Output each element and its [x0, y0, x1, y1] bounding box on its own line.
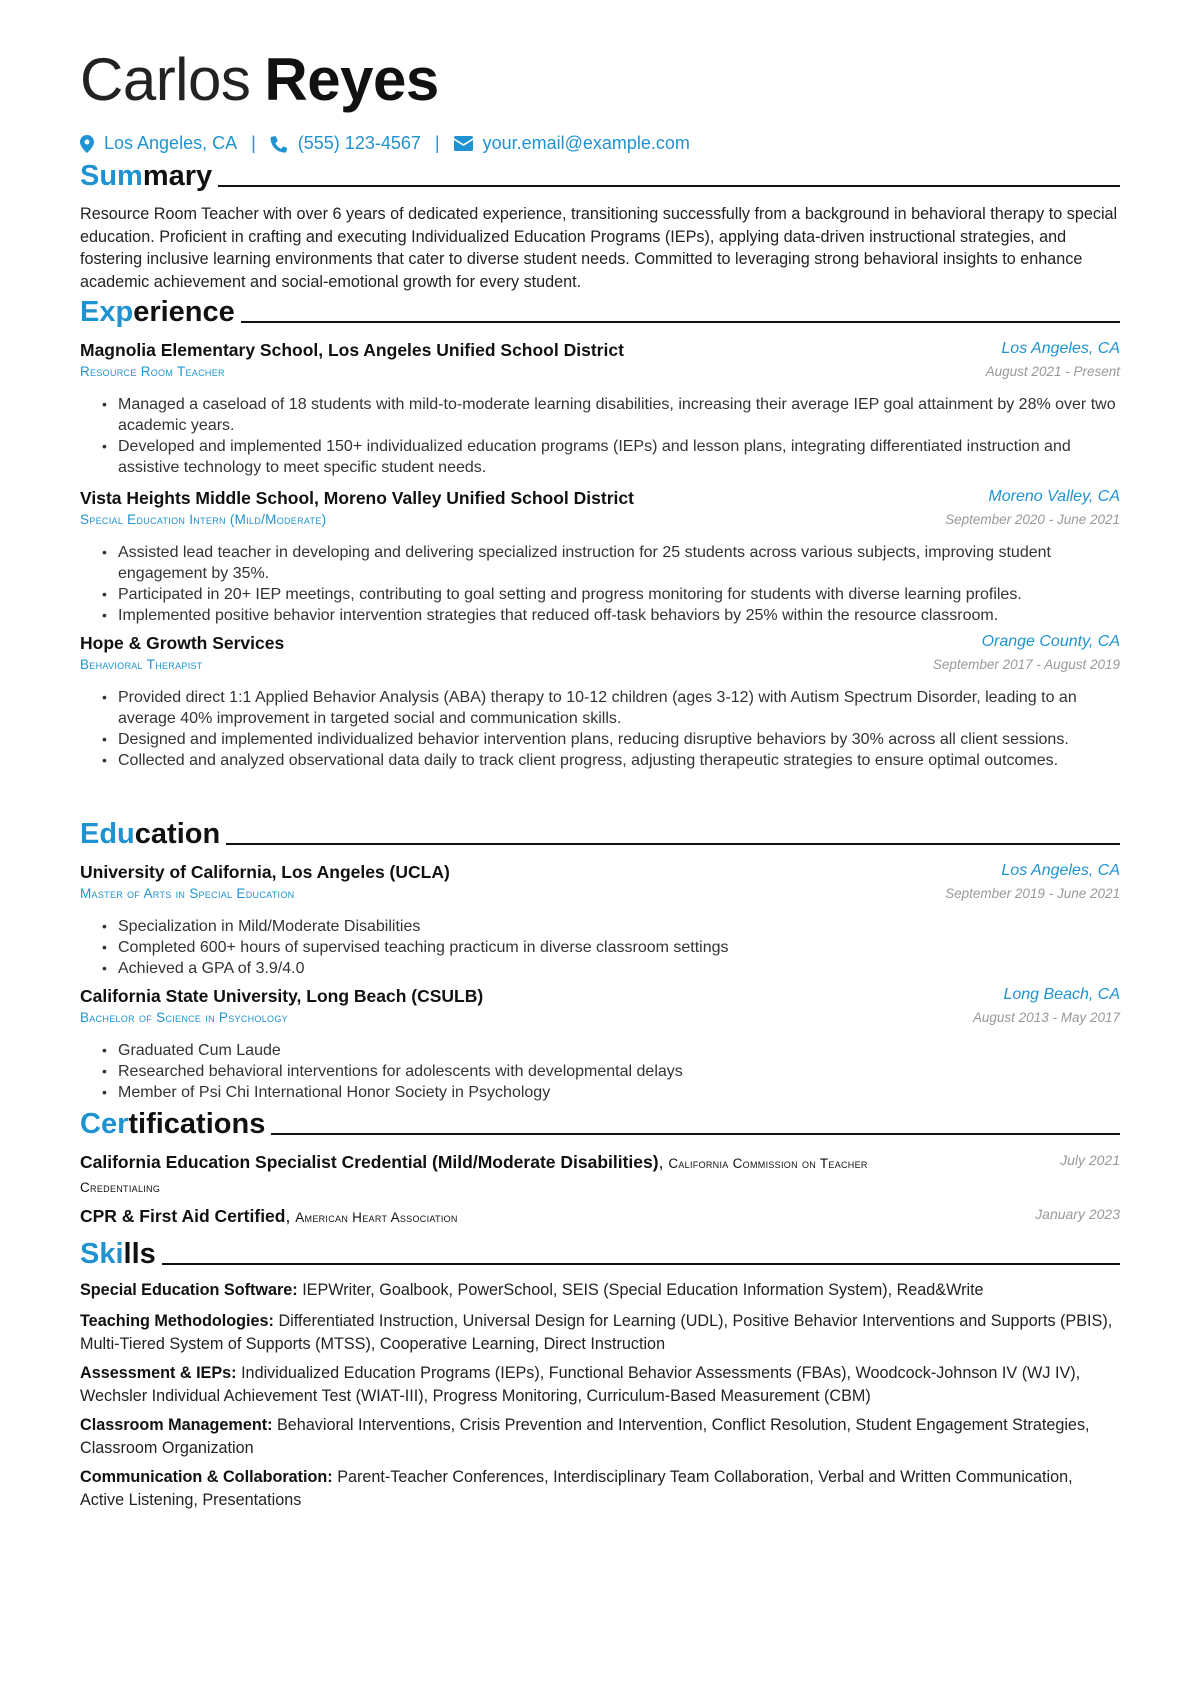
- certification-name: California Education Specialist Credential (Mild/Moderate Disabilities): [80, 1152, 659, 1172]
- school-bullets: [100, 1040, 1120, 1103]
- certifications-heading: [80, 1106, 1120, 1142]
- list-item: • Managed a caseload of 18 students with mild-to-moderate learning disabilities, increasing their average IEP goal attainment by 28% over two academic years.: [100, 394, 1120, 436]
- job-location: Orange County, CA: [981, 633, 1120, 650]
- list-item: • Member of Psi Chi International Honor Society in Psychology: [100, 1082, 1120, 1103]
- contact-phone[interactable]: [270, 133, 421, 154]
- skill-label: Teaching Methodologies:: [80, 1312, 274, 1330]
- certification-item: California Education Specialist Credential (Mild/Moderate Disabilities), California Commission on Teacher Credentialing: [80, 1152, 868, 1195]
- list-item: • Assisted lead teacher in developing and delivering specialized instruction for 25 students across various subjects, improving student engagement by 35%.: [100, 542, 1120, 584]
- skill-value: Individualized Education Programs (IEPs), Functional Behavior Assessments (FBAs), Woodcock-Johnson IV (WJ IV), Wechsler Individual Achievement Test (WIAT-III), Progress Monitoring, Curriculum-Based Measurement (CBM): [80, 1364, 1081, 1405]
- certification-item: CPR & First Aid Certified, American Heart Association: [80, 1206, 458, 1226]
- job-org: Vista Heights Middle School, Moreno Valley Unified School District: [80, 488, 634, 508]
- section-rule: [241, 321, 1120, 323]
- list-item: • Achieved a GPA of 3.9/4.0: [100, 958, 1120, 979]
- certification-name: CPR & First Aid Certified: [80, 1206, 286, 1226]
- contact-separator: |: [434, 133, 440, 153]
- experience-heading: [80, 294, 1120, 330]
- list-item: • Implemented positive behavior intervention strategies that reduced off-task behaviors by 25% within the resource classroom.: [100, 605, 1120, 626]
- last-name: Reyes: [264, 46, 439, 113]
- list-item: • Designed and implemented individualized behavior intervention plans, reducing disruptive behaviors by 30% across all client sessions.: [100, 729, 1120, 750]
- summary-heading: [80, 158, 1120, 194]
- experience-title-accent: Exp: [80, 296, 134, 328]
- skill-group: [80, 1279, 1120, 1302]
- email-text: your.email@example.com: [482, 133, 690, 153]
- list-item: • Graduated Cum Laude: [100, 1040, 1120, 1061]
- experience-title-rest: erience: [133, 296, 235, 328]
- skill-value: Behavioral Interventions, Crisis Prevention and Intervention, Conflict Resolution, Student Engagement Strategies, Classroom Organization: [80, 1416, 1090, 1457]
- education-heading: [80, 816, 1120, 852]
- candidate-name: [80, 40, 439, 120]
- certification-date: January 2023: [1035, 1206, 1120, 1222]
- skill-label: Assessment & IEPs:: [80, 1364, 237, 1382]
- skills-title-rest: lls: [123, 1238, 156, 1270]
- school-location: Los Angeles, CA: [1001, 862, 1120, 879]
- job-dates: September 2017 - August 2019: [932, 657, 1120, 672]
- skill-value: Differentiated Instruction, Universal Design for Learning (UDL), Positive Behavior Interventions and Supports (PBIS), Multi-Tiered System of Supports (MTSS), Cooperative Learning, Direct Instruction: [80, 1312, 1113, 1353]
- skills-heading: [80, 1236, 1120, 1272]
- envelope-icon: [454, 136, 473, 151]
- school-dates: August 2013 - May 2017: [972, 1010, 1120, 1025]
- school-degree: Bachelor of Science in Psychology: [80, 1010, 288, 1025]
- job-location: Los Angeles, CA: [1001, 340, 1120, 357]
- school-bullets: [100, 916, 1120, 979]
- section-rule: [226, 843, 1120, 845]
- skill-group: [80, 1310, 1120, 1355]
- skill-group: [80, 1362, 1120, 1407]
- certifications-title-accent: Cer: [80, 1108, 129, 1140]
- list-item: • Specialization in Mild/Moderate Disabilities: [100, 916, 1120, 937]
- certification-date: July 2021: [1060, 1152, 1120, 1168]
- list-item: • Researched behavioral interventions for adolescents with developmental delays: [100, 1061, 1120, 1082]
- skills-title-accent: Ski: [80, 1238, 124, 1270]
- summary-title-rest: mary: [142, 160, 213, 192]
- certifications-title-rest: tifications: [128, 1108, 266, 1140]
- section-rule: [218, 185, 1120, 187]
- job-bullets: [100, 394, 1120, 478]
- job-dates: August 2021 - Present: [985, 364, 1120, 379]
- contact-email[interactable]: [454, 133, 690, 154]
- contact-separator: |: [251, 133, 256, 153]
- skill-label: Classroom Management:: [80, 1416, 273, 1434]
- school-location: Long Beach, CA: [1003, 986, 1120, 1003]
- school-degree: Master of Arts in Special Education: [80, 886, 295, 901]
- education-title-accent: Edu: [80, 818, 135, 850]
- job-role: Resource Room Teacher: [80, 364, 225, 379]
- map-pin-icon: [80, 135, 94, 153]
- list-item: • Developed and implemented 150+ individualized education programs (IEPs) and lesson plans, integrating differentiated instruction and assistive technology to meet specific student needs.: [100, 436, 1120, 478]
- job-org: Magnolia Elementary School, Los Angeles Unified School District: [80, 340, 624, 360]
- job-org: Hope & Growth Services: [80, 633, 285, 653]
- list-item: • Collected and analyzed observational data daily to track client progress, adjusting therapeutic strategies to ensure optimal outcomes.: [100, 750, 1120, 771]
- phone-icon: [270, 135, 288, 153]
- certification-org: American Heart Association: [295, 1210, 458, 1225]
- education-title-rest: cation: [134, 818, 221, 850]
- job-role: Special Education Intern (Mild/Moderate): [80, 512, 327, 527]
- skill-label: Communication & Collaboration:: [80, 1468, 333, 1486]
- contact-line: [80, 133, 690, 154]
- school-name: University of California, Los Angeles (UCLA): [80, 862, 450, 882]
- job-location: Moreno Valley, CA: [988, 488, 1120, 505]
- job-bullets: [100, 542, 1120, 626]
- summary-text: Resource Room Teacher with over 6 years of dedicated experience, transitioning successfully from a background in behavioral therapy to special education. Proficient in crafting and executing Individualized Education Programs (IEPs), applying data-driven instructional strategies, and fostering inclusive learning environments that cater to diverse student needs. Committed to leveraging strong behavioral insights to enhance academic achievement and social-emotional growth for every student.: [80, 205, 1118, 291]
- list-item: • Participated in 20+ IEP meetings, contributing to goal setting and progress monitoring for students with diverse learning profiles.: [100, 584, 1120, 605]
- list-item: • Completed 600+ hours of supervised teaching practicum in diverse classroom settings: [100, 937, 1120, 958]
- phone-text: (555) 123-4567: [297, 133, 421, 153]
- skill-label: Special Education Software:: [80, 1281, 298, 1299]
- summary-title-accent: Sum: [80, 160, 143, 192]
- school-name: California State University, Long Beach (CSULB): [80, 986, 484, 1006]
- skill-value: Parent-Teacher Conferences, Interdisciplinary Team Collaboration, Verbal and Written Communication, Active Listening, Presentations: [80, 1468, 1073, 1509]
- job-bullets: [100, 687, 1120, 771]
- list-item: • Provided direct 1:1 Applied Behavior Analysis (ABA) therapy to 10-12 children (ages 3-12) with Autism Spectrum Disorder, leading to an average 40% improvement in targeted social and communication skills.: [100, 687, 1120, 729]
- skill-value: IEPWriter, Goalbook, PowerSchool, SEIS (Special Education Information System), Read&Write: [302, 1281, 984, 1299]
- skill-group: [80, 1414, 1120, 1459]
- first-name: Carlos: [80, 46, 251, 113]
- contact-location: [80, 133, 237, 154]
- section-rule: [162, 1263, 1120, 1265]
- skill-group: [80, 1466, 1120, 1511]
- job-role: Behavioral Therapist: [80, 657, 203, 672]
- certification-org: California Commission on Teacher Credentialing: [80, 1156, 868, 1195]
- school-dates: September 2019 - June 2021: [945, 886, 1120, 901]
- job-dates: September 2020 - June 2021: [945, 512, 1120, 527]
- section-rule: [271, 1133, 1120, 1135]
- location-text: Los Angeles, CA: [104, 133, 238, 153]
